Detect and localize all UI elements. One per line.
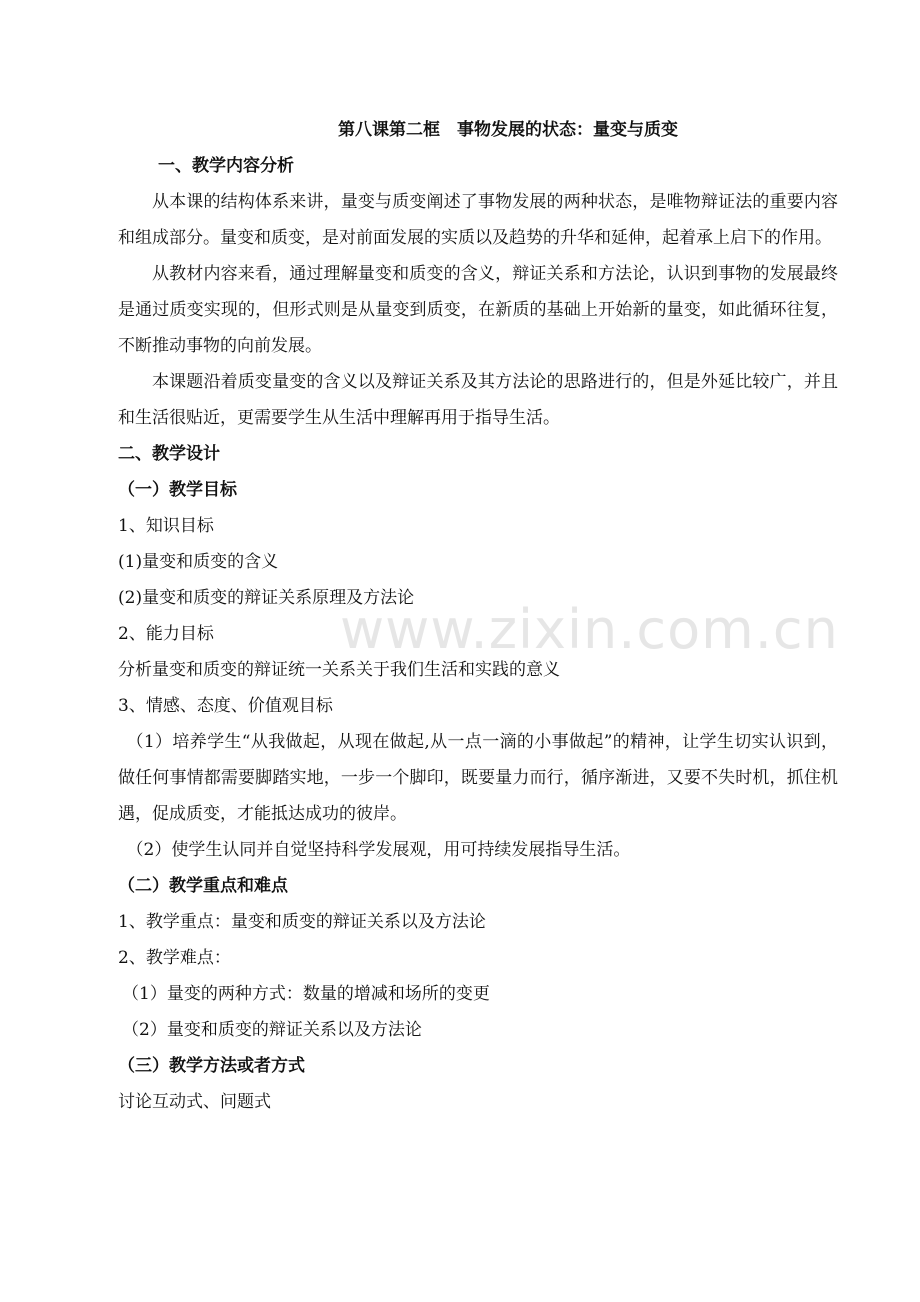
knowledge-goal-item: (1)量变和质变的含义: [118, 552, 279, 572]
paragraph-topic: 本课题沿着质变量变的含义以及辩证关系及其方法论的思路进行的，但是外延比较广，并且和生活很贴近，更需要学生从生活中理解再用于指导生活。: [118, 372, 838, 428]
knowledge-goal-label: 1、知识目标: [118, 516, 214, 536]
paragraph-structure: 从本课的结构体系来讲，量变与质变阐述了事物发展的两种状态，是唯物辩证法的重要内容和组成部分。量变和质变，是对前面发展的实质以及趋势的升华和延伸，起着承上启下的作用。: [118, 192, 838, 248]
emotion-goal-label: 3、情感、态度、价值观目标: [118, 696, 333, 716]
paragraph-textbook: 从教材内容来看，通过理解量变和质变的含义，辩证关系和方法论，认识到事物的发展最终是通过质变实现的，但形式则是从量变到质变，在新质的基础上开始新的量变，如此循环往复，不断推动事物的向前发展。: [118, 264, 838, 356]
teaching-difficulty-item: （1）量变的两种方式：数量的增减和场所的变更: [122, 984, 490, 1004]
ability-goal-text: 分析量变和质变的辩证统一关系关于我们生活和实践的意义: [118, 660, 560, 680]
section-heading-content-analysis: 一、教学内容分析: [158, 156, 294, 176]
teaching-focus: 1、教学重点：量变和质变的辩证关系以及方法论: [118, 912, 486, 932]
subheading-goals: （一）教学目标: [118, 480, 237, 500]
ability-goal-label: 2、能力目标: [118, 624, 214, 644]
teaching-difficulty-item: （2）量变和质变的辩证关系以及方法论: [122, 1020, 422, 1040]
teaching-methods-text: 讨论互动式、问题式: [118, 1092, 271, 1112]
knowledge-goal-item: (2)量变和质变的辩证关系原理及方法论: [118, 588, 415, 608]
document-content: [118, 112, 838, 1120]
teaching-difficulty-label: 2、教学难点：: [118, 948, 231, 968]
emotion-goal-item: （1）培养学生“从我做起，从现在做起,从一点一滴的小事做起”的精神，让学生切实认识到，做任何事情都需要脚踏实地，一步一个脚印，既要量力而行，循序渐进，又要不失时机，抓住机遇，促成质变，才能抵达成功的彼岸。: [118, 732, 838, 824]
section-heading-design: 二、教学设计: [118, 444, 220, 464]
subheading-methods: （三）教学方法或者方式: [118, 1056, 305, 1076]
page-title: 第八课第二框 事物发展的状态：量变与质变: [338, 120, 678, 140]
emotion-goal-item: （2）使学生认同并自觉坚持科学发展观，用可持续发展指导生活。: [126, 840, 631, 860]
subheading-keypoints: （二）教学重点和难点: [118, 876, 288, 896]
watermark: www.zixin.com.cn: [340, 598, 839, 661]
